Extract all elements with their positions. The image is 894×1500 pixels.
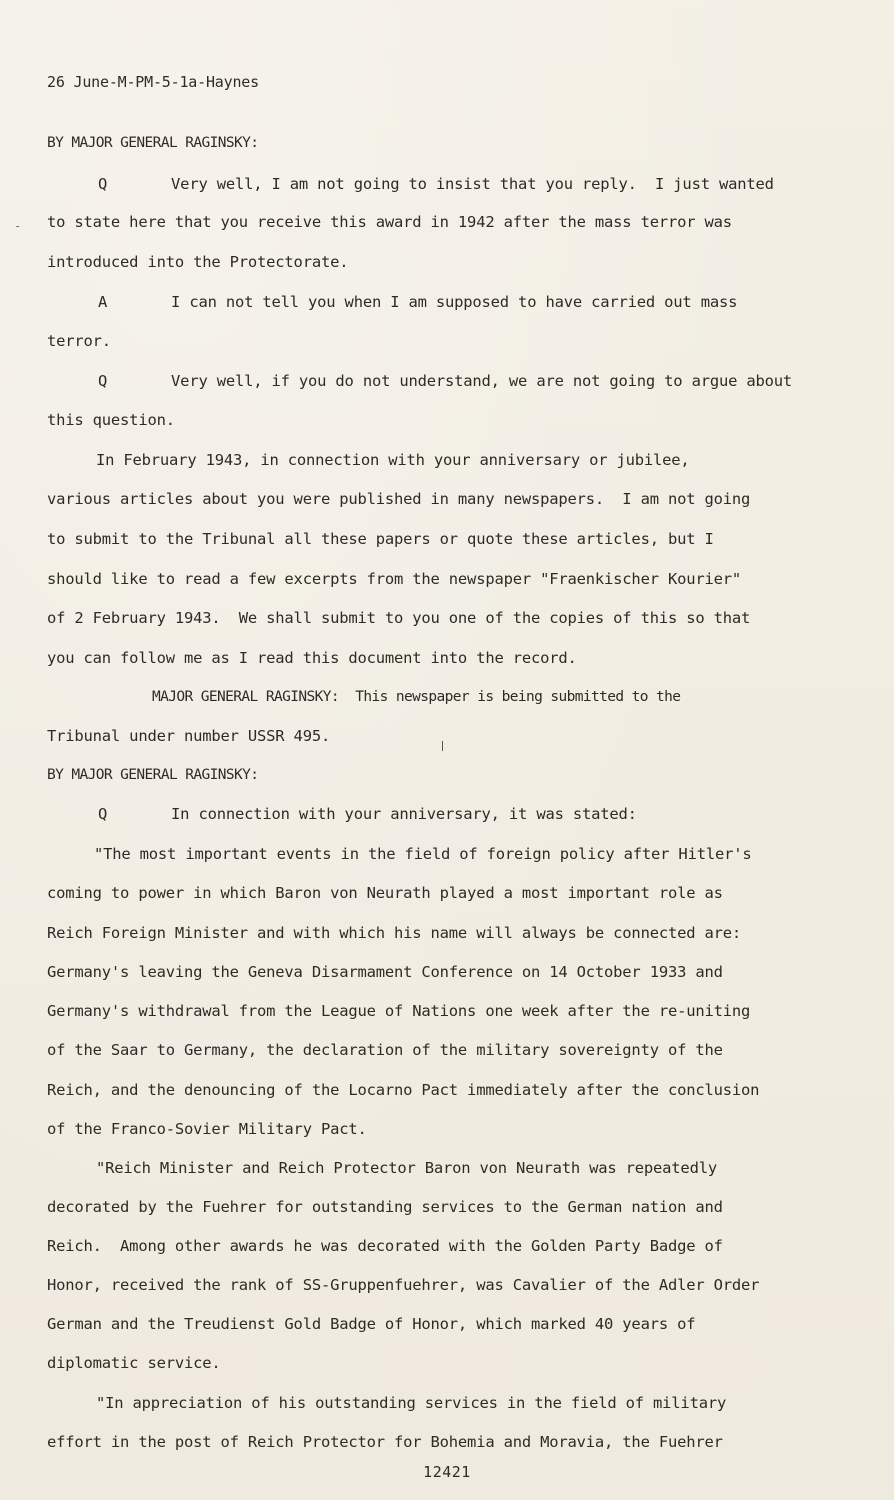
text-line: Reich, and the denouncing of the Locarno Pact immediately after the conclusion <box>47 1081 760 1099</box>
text-line: to state here that you receive this award in 1942 after the mass terror was <box>47 213 732 231</box>
text-line: various articles about you were published in many newspapers. I am not going <box>47 490 751 508</box>
text-line: Honor, received the rank of SS-Gruppenfuehrer, was Cavalier of the Adler Order <box>47 1276 760 1294</box>
text-line: decorated by the Fuehrer for outstanding services to the German nation and <box>47 1198 723 1216</box>
margin-mark: - <box>14 219 22 233</box>
text-line: Reich. Among other awards he was decorated with the Golden Party Badge of <box>47 1237 723 1255</box>
text-line: Reich Foreign Minister and with which his name will always be connected are: <box>47 924 742 942</box>
text-line: German and the Treudienst Gold Badge of Honor, which marked 40 years of <box>47 1315 696 1333</box>
quote-start: "In appreciation of his outstanding services in the field of military <box>96 1394 727 1412</box>
text-line: you can follow me as I read this document into the record. <box>47 649 577 667</box>
question-line: Q Very well, if you do not understand, we are not going to argue about <box>98 372 793 390</box>
text-line: of 2 February 1943. We shall submit to you one of the copies of this so that <box>47 609 751 627</box>
page-header: 26 June-M-PM-5-1a-Haynes <box>47 73 259 91</box>
text-line: Germany's leaving the Geneva Disarmament Conference on 14 October 1933 and <box>47 963 723 981</box>
text-line: of the Franco-Sovier Military Pact. <box>47 1120 367 1138</box>
text-line: of the Saar to Germany, the declaration of the military sovereignty of the <box>47 1041 723 1059</box>
quote-start: "The most important events in the field of foreign policy after Hitler's <box>94 845 752 863</box>
answer-line: A I can not tell you when I am supposed to have carried out mass <box>98 293 738 311</box>
speaker-heading: BY MAJOR GENERAL RAGINSKY: <box>47 767 259 783</box>
speaker-heading: BY MAJOR GENERAL RAGINSKY: <box>47 135 259 151</box>
text-line: coming to power in which Baron von Neurath played a most important role as <box>47 884 723 902</box>
text-line: effort in the post of Reich Protector for Bohemia and Moravia, the Fuehrer <box>47 1433 723 1451</box>
speaker-line: MAJOR GENERAL RAGINSKY: This newspaper is being submitted to the <box>152 689 681 705</box>
text-line: this question. <box>47 411 175 429</box>
question-line: Q Very well, I am not going to insist that you reply. I just wanted <box>98 175 774 193</box>
text-line: Tribunal under number USSR 495. <box>47 727 331 745</box>
page-number: 12421 <box>423 1463 471 1481</box>
question-line: Q In connection with your anniversary, it was stated: <box>98 805 637 823</box>
text-line: should like to read a few excerpts from the newspaper "Fraenkischer Kourier" <box>47 570 742 588</box>
text-line: to submit to the Tribunal all these papers or quote these articles, but I <box>47 530 714 548</box>
text-line: terror. <box>47 332 111 350</box>
paragraph-start: In February 1943, in connection with your anniversary or jubilee, <box>96 451 690 469</box>
quote-start: "Reich Minister and Reich Protector Baron von Neurath was repeatedly <box>96 1159 717 1177</box>
text-line: diplomatic service. <box>47 1354 221 1372</box>
text-line: introduced into the Protectorate. <box>47 253 349 271</box>
stray-mark <box>442 741 443 751</box>
text-line: Germany's withdrawal from the League of Nations one week after the re-uniting <box>47 1002 751 1020</box>
